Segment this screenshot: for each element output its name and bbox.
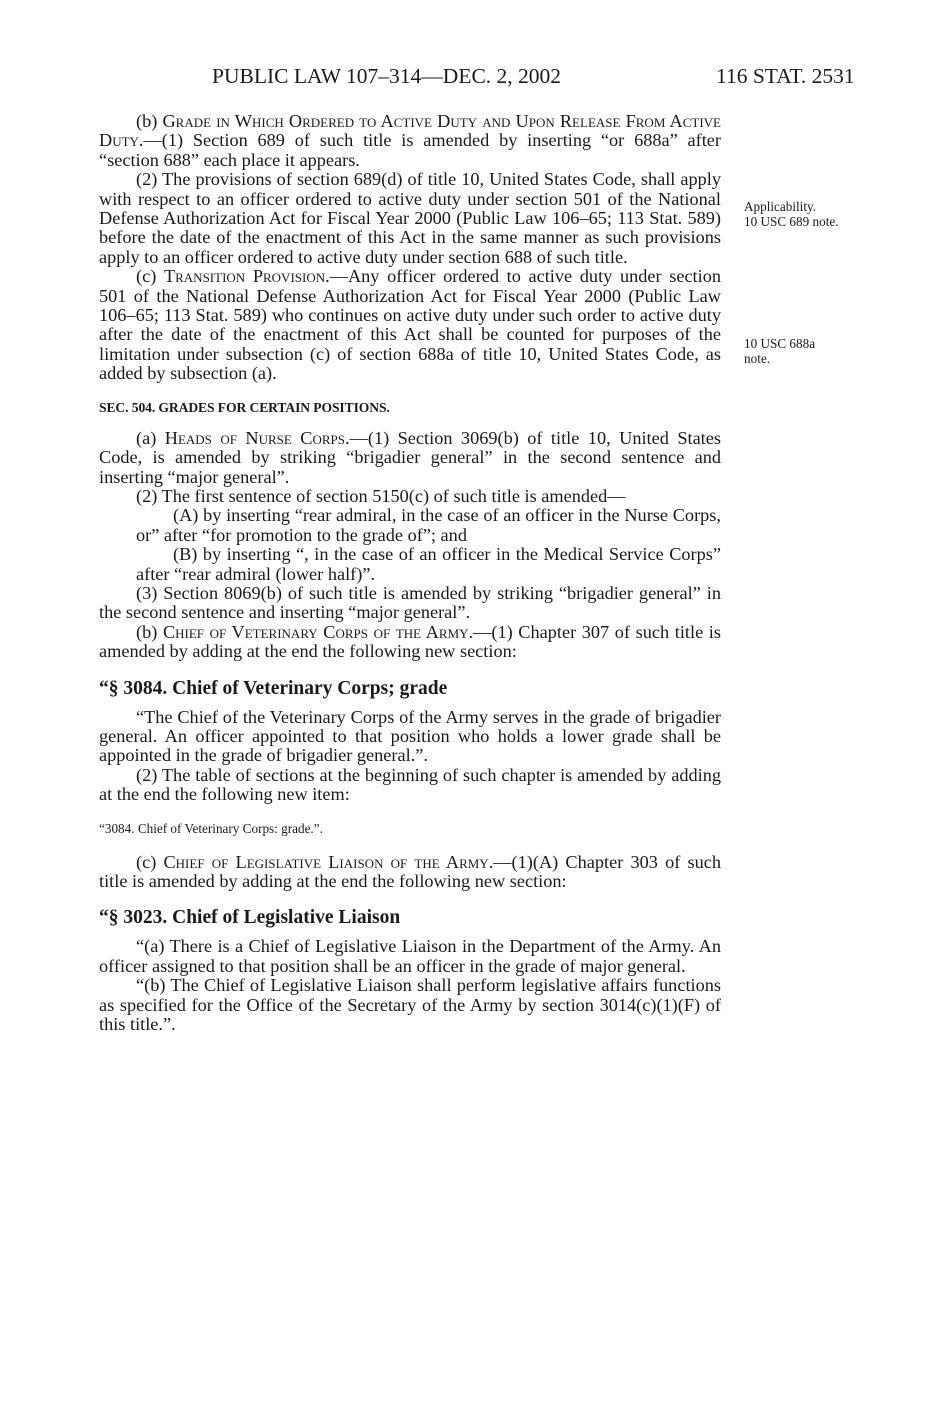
margin-note-applicability-label: Applicability. xyxy=(744,199,817,214)
margin-note-usc-688a-line2: note. xyxy=(744,351,771,366)
section-3023-heading: “§ 3023. Chief of Legislative Liaison xyxy=(99,907,401,929)
table-of-sections-item: “3084. Chief of Veterinary Corps: grade.”. xyxy=(99,820,323,836)
paragraph-b2: (2) The provisions of section 689(d) of title 10, United States Code, shall apply with respect to an officer ordered to active duty under section 501 of the National Defense Authorization Act for Fiscal Year 2000 (Public Law 106–65; 113 Stat. 589) before the date of the enactment of this Act in the same manner as such provisions apply to an officer ordered to active duty under section 688 of such title. xyxy=(99,169,721,267)
paragraph-504c xyxy=(99,853,721,892)
paragraph-504a2: (2) The first sentence of section 5150(c) of such title is amended— xyxy=(136,485,626,506)
paragraph-504a-prefix: (a) xyxy=(136,427,165,448)
paragraph-3084-text: “The Chief of the Veterinary Corps of the Army serves in the grade of brigadier general. An officer appointed to that position who holds a lower grade shall be appointed in the grade of brigadier general.”. xyxy=(99,706,721,766)
header-public-law: PUBLIC LAW 107–314—DEC. 2, 2002 xyxy=(212,64,562,88)
paragraph-504a-heading: Heads of Nurse Corps. xyxy=(164,427,350,448)
paragraph-504b-text: —(1) Chapter 307 of such title is amended by adding at the end the following new section: xyxy=(99,621,721,662)
paragraph-504b-heading: Chief of Veterinary Corps of the Army. xyxy=(162,621,474,642)
paragraph-b xyxy=(99,112,721,170)
paragraph-504c-heading: Chief of Legislative Liaison of the Army. xyxy=(163,851,494,872)
body-text xyxy=(99,112,721,1034)
paragraph-c xyxy=(99,267,721,383)
margin-note-usc-688a-line1: 10 USC 688a xyxy=(744,336,816,351)
paragraph-504b2: (2) The table of sections at the beginning of such chapter is amended by adding at the end the following new item: xyxy=(99,764,721,805)
paragraph-504b xyxy=(99,623,721,662)
paragraph-504a2B: (B) by inserting “, in the case of an officer in the Medical Service Corps” after “rear admiral (lower half)”. xyxy=(136,544,721,584)
header-stat-page: 116 STAT. 2531 xyxy=(716,64,855,88)
paragraph-504c-text: —(1)(A) Chapter 303 of such title is amended by adding at the end the following new section: xyxy=(99,851,721,891)
paragraph-504b-prefix: (b) xyxy=(136,621,163,642)
section-504-heading: SEC. 504. GRADES FOR CERTAIN POSITIONS. xyxy=(99,399,390,415)
paragraph-504a2A: (A) by inserting “rear admiral, in the case of an officer in the Nurse Corps, or” after “for promotion to the grade of”; and xyxy=(136,505,721,545)
paragraph-504c-prefix: (c) xyxy=(136,851,164,872)
paragraph-b-heading: Grade in Which Ordered to Active Duty and Upon Release From Active Duty. xyxy=(99,111,721,151)
paragraph-3023b: “(b) The Chief of Legislative Liaison shall perform legislative affairs functions as specified for the Office of the Secretary of the Army by section 3014(c)(1)(F) of this title.”. xyxy=(99,975,721,1035)
paragraph-3023a: “(a) There is a Chief of Legislative Liaison in the Department of the Army. An officer assigned to that position shall be an officer in the grade of major general. xyxy=(99,936,721,976)
paragraph-b-prefix: (b) xyxy=(136,111,163,131)
paragraph-c-prefix: (c) xyxy=(136,266,164,287)
paragraph-504a3: (3) Section 8069(b) of such title is amended by striking “brigadier general” in the second sentence and inserting “major general”. xyxy=(99,582,721,623)
margin-note-usc-689: 10 USC 689 note. xyxy=(744,214,839,229)
paragraph-c-text: —Any officer ordered to active duty under section 501 of the National Defense Authorization Act for Fiscal Year 2000 (Public Law 106–65; 113 Stat. 589) who continues on active duty under such order to active duty after the date of the enactment of this Act shall be counted for purposes of the limitation under subsection (c) of section 688a of title 10, United States Code, as added by subsection (a). xyxy=(99,266,722,384)
section-3084-heading: “§ 3084. Chief of Veterinary Corps; grade xyxy=(99,677,448,699)
paragraph-b-text: —(1) Section 689 of such title is amended by inserting “or 688a” after “section 688” each place it appears. xyxy=(99,130,721,170)
paragraph-c-heading: Transition Provision. xyxy=(163,266,330,287)
paragraph-504a-text: —(1) Section 3069(b) of title 10, United States Code, is amended by striking “brigadier general” in the second sentence and inserting “major general”. xyxy=(99,427,721,487)
margin-note-usc-688a xyxy=(744,336,815,366)
running-header xyxy=(0,64,943,94)
margin-note-applicability xyxy=(744,199,839,229)
paragraph-504a xyxy=(99,429,721,487)
